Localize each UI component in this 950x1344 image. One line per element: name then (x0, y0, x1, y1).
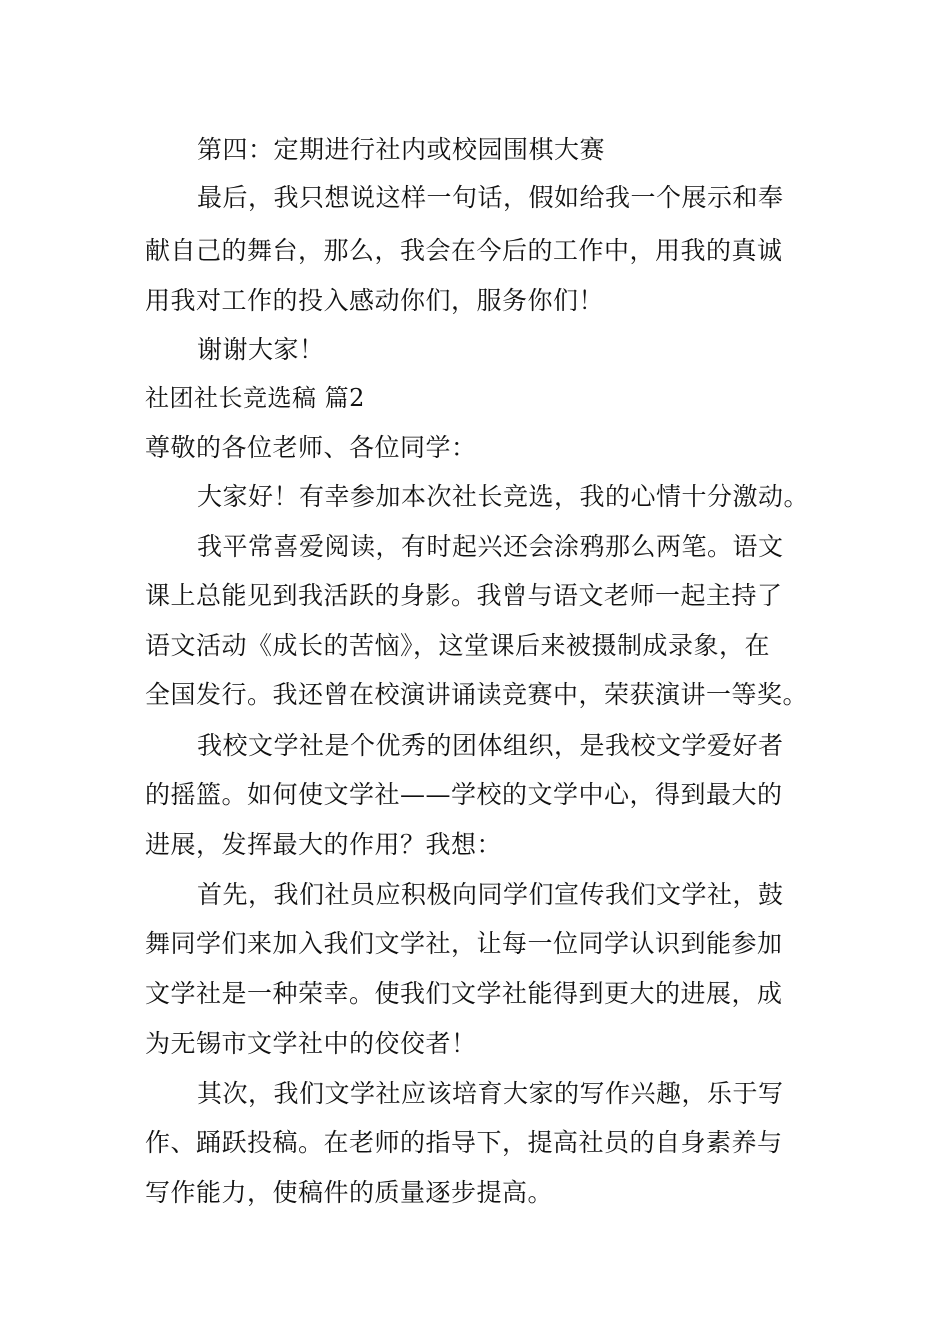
text-line: 舞同学们来加入我们文学社，让每一位同学认识到能参加 (145, 929, 783, 958)
text-line: 语文活动《成长的苦恼》，这堂课后来被摄制成录象，在 (145, 631, 771, 660)
text-line: 我校文学社是个优秀的团体组织，是我校文学爱好者 (197, 731, 784, 760)
text-line: 谢谢大家！ (197, 335, 325, 364)
text-line: 首先，我们社员应积极向同学们宣传我们文学社，鼓 (197, 880, 784, 909)
text-line: 进展，发挥最大的作用？我想： (145, 830, 503, 859)
text-line: 全国发行。我还曾在校演讲诵读竞赛中，荣获演讲一等奖。 (145, 680, 809, 709)
text-line: 文学社是一种荣幸。使我们文学社能得到更大的进展，成 (145, 979, 783, 1008)
text-line: 写作能力，使稿件的质量逐步提高。 (145, 1178, 554, 1207)
text-line: 用我对工作的投入感动你们，服务你们！ (145, 286, 605, 315)
salutation: 尊敬的各位老师、各位同学： (145, 433, 477, 462)
text-line: 的摇篮。如何使文学社——学校的文学中心，得到最大的 (145, 780, 783, 809)
text-line: 作、踊跃投稿。在老师的指导下，提高社员的自身素养与 (145, 1128, 783, 1157)
text-line: 为无锡市文学社中的佼佼者！ (145, 1029, 477, 1058)
text-line: 献自己的舞台，那么，我会在今后的工作中，用我的真诚 (145, 236, 783, 265)
text-line: 我平常喜爱阅读，有时起兴还会涂鸦那么两笔。语文 (197, 532, 784, 561)
text-line: 课上总能见到我活跃的身影。我曾与语文老师一起主持了 (145, 581, 783, 610)
text-line: 大家好！有幸参加本次社长竞选，我的心情十分激动。 (197, 482, 810, 511)
text-line: 其次，我们文学社应该培育大家的写作兴趣，乐于写 (197, 1079, 784, 1108)
section-heading: 社团社长竞选稿 篇2 (145, 384, 365, 412)
text-line: 第四：定期进行社内或校园围棋大赛 (197, 135, 606, 164)
text-line: 最后，我只想说这样一句话，假如给我一个展示和奉 (197, 183, 784, 212)
